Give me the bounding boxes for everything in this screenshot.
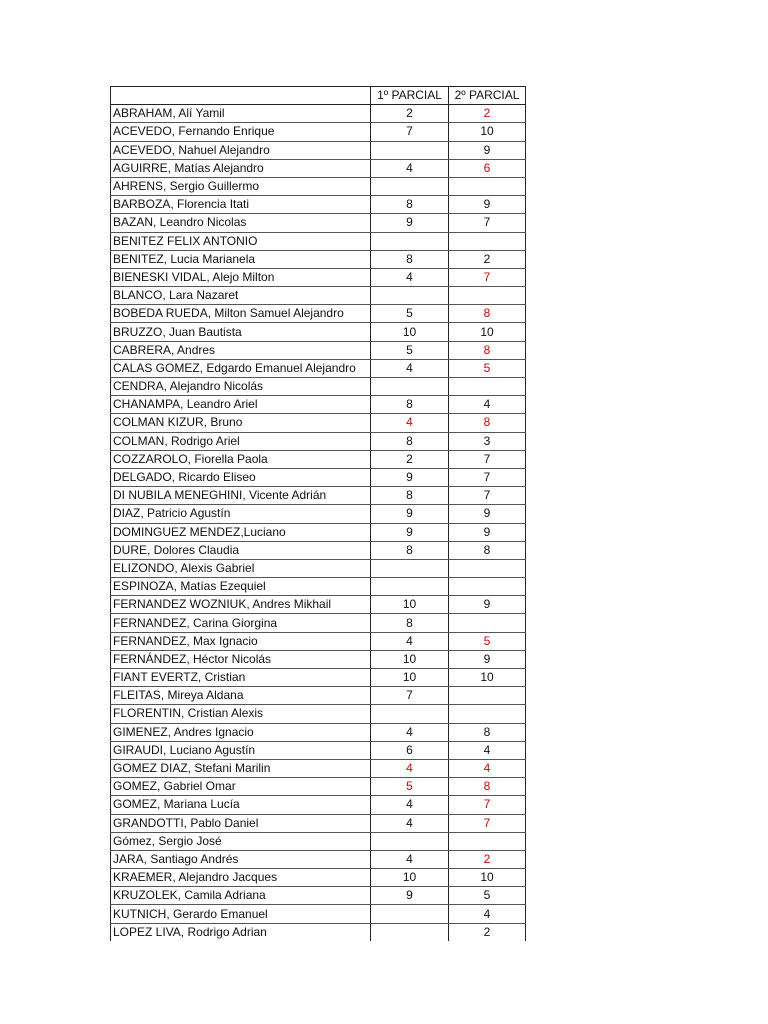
- table-row: [111, 705, 526, 723]
- primer-parcial-cell[interactable]: [371, 559, 449, 577]
- table-row: [111, 305, 526, 323]
- student-name-cell[interactable]: BLANCO, Lara Nazaret: [111, 287, 371, 305]
- student-name-cell[interactable]: ABRAHAM, Alí Yamil: [111, 105, 371, 123]
- segundo-parcial-cell[interactable]: 9: [449, 505, 526, 523]
- primer-parcial-cell[interactable]: [371, 287, 449, 305]
- segundo-parcial-cell[interactable]: 7: [449, 214, 526, 232]
- primer-parcial-cell[interactable]: 4: [371, 359, 449, 377]
- table-row: [111, 487, 526, 505]
- student-name-cell[interactable]: ELIZONDO, Alexis Gabriel: [111, 559, 371, 577]
- table-row: [111, 105, 526, 123]
- student-name-cell[interactable]: FLEITAS, Mireya Aldana: [111, 687, 371, 705]
- table-row: [111, 650, 526, 668]
- primer-parcial-cell[interactable]: 9: [371, 887, 449, 905]
- segundo-parcial-cell[interactable]: 9: [449, 141, 526, 159]
- student-name-cell[interactable]: AGUIRRE, Matías Alejandro: [111, 159, 371, 177]
- segundo-parcial-cell[interactable]: 7: [449, 450, 526, 468]
- student-name-cell[interactable]: LOPEZ LIVA, Rodrigo Adrian: [111, 923, 371, 941]
- table-row: [111, 505, 526, 523]
- segundo-parcial-cell[interactable]: 8: [449, 723, 526, 741]
- table-row: [111, 141, 526, 159]
- table-row: [111, 887, 526, 905]
- primer-parcial-cell[interactable]: 4: [371, 850, 449, 868]
- table-row: [111, 287, 526, 305]
- student-name-cell[interactable]: FERNANDEZ, Carina Giorgina: [111, 614, 371, 632]
- primer-parcial-cell[interactable]: 8: [371, 250, 449, 268]
- student-name-cell[interactable]: GOMEZ, Mariana Lucía: [111, 796, 371, 814]
- primer-parcial-cell[interactable]: 10: [371, 869, 449, 887]
- segundo-parcial-cell[interactable]: 8: [449, 778, 526, 796]
- segundo-parcial-cell[interactable]: 4: [449, 396, 526, 414]
- primer-parcial-cell[interactable]: [371, 705, 449, 723]
- student-name-cell[interactable]: CENDRA, Alejandro Nicolás: [111, 378, 371, 396]
- table-row: [111, 614, 526, 632]
- student-name-cell[interactable]: GRANDOTTI, Pablo Daniel: [111, 814, 371, 832]
- student-name-cell[interactable]: JARA, Santiago Andrés: [111, 850, 371, 868]
- segundo-parcial-cell[interactable]: [449, 614, 526, 632]
- segundo-parcial-cell[interactable]: 7: [449, 468, 526, 486]
- primer-parcial-cell[interactable]: 4: [371, 159, 449, 177]
- student-name-cell[interactable]: KUTNICH, Gerardo Emanuel: [111, 905, 371, 923]
- student-name-cell[interactable]: CALAS GOMEZ, Edgardo Emanuel Alejandro: [111, 359, 371, 377]
- student-name-cell[interactable]: Gómez, Sergio José: [111, 832, 371, 850]
- segundo-parcial-cell[interactable]: 2: [449, 250, 526, 268]
- primer-parcial-cell[interactable]: [371, 832, 449, 850]
- segundo-parcial-cell[interactable]: 2: [449, 105, 526, 123]
- table-row: [111, 250, 526, 268]
- student-name-cell[interactable]: DIAZ, Patricio Agustín: [111, 505, 371, 523]
- student-name-cell[interactable]: DI NUBILA MENEGHINI, Vicente Adrián: [111, 487, 371, 505]
- table-row: [111, 559, 526, 577]
- student-name-cell[interactable]: DELGADO, Ricardo Eliseo: [111, 468, 371, 486]
- primer-parcial-cell[interactable]: [371, 232, 449, 250]
- header-primer-parcial[interactable]: 1º PARCIAL: [371, 87, 449, 105]
- segundo-parcial-cell[interactable]: [449, 832, 526, 850]
- table-row: [111, 687, 526, 705]
- segundo-parcial-cell[interactable]: 8: [449, 305, 526, 323]
- header-name[interactable]: [111, 87, 371, 105]
- student-name-cell[interactable]: ACEVEDO, Fernando Enrique: [111, 123, 371, 141]
- segundo-parcial-cell[interactable]: [449, 687, 526, 705]
- table-row: [111, 905, 526, 923]
- segundo-parcial-cell[interactable]: [449, 232, 526, 250]
- student-name-cell[interactable]: BOBEDA RUEDA, Milton Samuel Alejandro: [111, 305, 371, 323]
- table-row: [111, 359, 526, 377]
- table-row: [111, 159, 526, 177]
- student-name-cell[interactable]: CABRERA, Andres: [111, 341, 371, 359]
- table-row: [111, 850, 526, 868]
- student-name-cell[interactable]: BENITEZ FELIX ANTONIO: [111, 232, 371, 250]
- student-name-cell[interactable]: COLMAN KIZUR, Bruno: [111, 414, 371, 432]
- primer-parcial-cell[interactable]: 9: [371, 523, 449, 541]
- table-row: [111, 396, 526, 414]
- table-row: [111, 432, 526, 450]
- segundo-parcial-cell[interactable]: 4: [449, 905, 526, 923]
- segundo-parcial-cell[interactable]: [449, 378, 526, 396]
- segundo-parcial-cell[interactable]: 10: [449, 869, 526, 887]
- header-segundo-parcial[interactable]: 2º PARCIAL: [449, 87, 526, 105]
- student-name-cell[interactable]: FERNÁNDEZ, Héctor Nicolás: [111, 650, 371, 668]
- primer-parcial-cell[interactable]: 2: [371, 450, 449, 468]
- primer-parcial-cell[interactable]: 4: [371, 796, 449, 814]
- table-body: [111, 105, 526, 941]
- student-name-cell[interactable]: CHANAMPA, Leandro Ariel: [111, 396, 371, 414]
- table-row: [111, 414, 526, 432]
- primer-parcial-cell[interactable]: 10: [371, 650, 449, 668]
- primer-parcial-cell[interactable]: 4: [371, 414, 449, 432]
- primer-parcial-cell[interactable]: 8: [371, 541, 449, 559]
- table-row: [111, 523, 526, 541]
- table-row: [111, 814, 526, 832]
- primer-parcial-cell[interactable]: 5: [371, 305, 449, 323]
- primer-parcial-cell[interactable]: 8: [371, 432, 449, 450]
- primer-parcial-cell[interactable]: 10: [371, 596, 449, 614]
- segundo-parcial-cell[interactable]: 9: [449, 650, 526, 668]
- student-name-cell[interactable]: FERNANDEZ WOZNIUK, Andres Mikhail: [111, 596, 371, 614]
- table-row: [111, 123, 526, 141]
- primer-parcial-cell[interactable]: 4: [371, 759, 449, 777]
- table-row: [111, 323, 526, 341]
- segundo-parcial-cell[interactable]: 5: [449, 887, 526, 905]
- grades-table: [110, 86, 526, 941]
- primer-parcial-cell[interactable]: 5: [371, 778, 449, 796]
- primer-parcial-cell[interactable]: [371, 923, 449, 941]
- student-name-cell[interactable]: GOMEZ DIAZ, Stefani Marilin: [111, 759, 371, 777]
- table-row: [111, 923, 526, 941]
- segundo-parcial-cell[interactable]: [449, 578, 526, 596]
- table-row: [111, 177, 526, 195]
- student-name-cell[interactable]: FERNANDEZ, Max Ignacio: [111, 632, 371, 650]
- table-row: [111, 341, 526, 359]
- primer-parcial-cell[interactable]: [371, 378, 449, 396]
- table-row: [111, 578, 526, 596]
- table-row: [111, 450, 526, 468]
- student-name-cell[interactable]: FLORENTIN, Cristian Alexis: [111, 705, 371, 723]
- table-row: [111, 796, 526, 814]
- table-row: [111, 632, 526, 650]
- table-row: [111, 214, 526, 232]
- segundo-parcial-cell[interactable]: 5: [449, 359, 526, 377]
- primer-parcial-cell[interactable]: 2: [371, 105, 449, 123]
- student-name-cell[interactable]: BARBOZA, Florencia Itati: [111, 196, 371, 214]
- segundo-parcial-cell[interactable]: 4: [449, 741, 526, 759]
- segundo-parcial-cell[interactable]: 7: [449, 268, 526, 286]
- table-row: [111, 541, 526, 559]
- table-row: [111, 378, 526, 396]
- segundo-parcial-cell[interactable]: [449, 287, 526, 305]
- segundo-parcial-cell[interactable]: 3: [449, 432, 526, 450]
- primer-parcial-cell[interactable]: 8: [371, 487, 449, 505]
- segundo-parcial-cell[interactable]: 6: [449, 159, 526, 177]
- segundo-parcial-cell[interactable]: 10: [449, 323, 526, 341]
- primer-parcial-cell[interactable]: 7: [371, 123, 449, 141]
- primer-parcial-cell[interactable]: 9: [371, 214, 449, 232]
- primer-parcial-cell[interactable]: 4: [371, 632, 449, 650]
- segundo-parcial-cell[interactable]: 8: [449, 541, 526, 559]
- table-row: [111, 723, 526, 741]
- primer-parcial-cell[interactable]: [371, 141, 449, 159]
- student-name-cell[interactable]: ACEVEDO, Nahuel Alejandro: [111, 141, 371, 159]
- table-row: [111, 741, 526, 759]
- segundo-parcial-cell[interactable]: 8: [449, 341, 526, 359]
- student-name-cell[interactable]: AHRENS, Sergio Guillermo: [111, 177, 371, 195]
- primer-parcial-cell[interactable]: 7: [371, 687, 449, 705]
- table-row: [111, 869, 526, 887]
- segundo-parcial-cell[interactable]: 9: [449, 196, 526, 214]
- student-name-cell[interactable]: COZZAROLO, Fiorella Paola: [111, 450, 371, 468]
- table-row: [111, 669, 526, 687]
- segundo-parcial-cell[interactable]: 10: [449, 669, 526, 687]
- segundo-parcial-cell[interactable]: 9: [449, 596, 526, 614]
- student-name-cell[interactable]: GIMENEZ, Andres Ignacio: [111, 723, 371, 741]
- student-name-cell[interactable]: BRUZZO, Juan Bautista: [111, 323, 371, 341]
- segundo-parcial-cell[interactable]: 9: [449, 523, 526, 541]
- primer-parcial-cell[interactable]: 10: [371, 323, 449, 341]
- primer-parcial-cell[interactable]: 5: [371, 341, 449, 359]
- student-name-cell[interactable]: GOMEZ, Gabriel Omar: [111, 778, 371, 796]
- segundo-parcial-cell[interactable]: [449, 705, 526, 723]
- segundo-parcial-cell[interactable]: 7: [449, 487, 526, 505]
- segundo-parcial-cell[interactable]: [449, 559, 526, 577]
- segundo-parcial-cell[interactable]: 2: [449, 850, 526, 868]
- student-name-cell[interactable]: ESPINOZA, Matías Ezequiel: [111, 578, 371, 596]
- segundo-parcial-cell[interactable]: 5: [449, 632, 526, 650]
- segundo-parcial-cell[interactable]: 2: [449, 923, 526, 941]
- student-name-cell[interactable]: DOMINGUEZ MENDEZ,Luciano: [111, 523, 371, 541]
- student-name-cell[interactable]: BENITEZ, Lucia Marianela: [111, 250, 371, 268]
- primer-parcial-cell[interactable]: 4: [371, 268, 449, 286]
- student-name-cell[interactable]: BIENESKI VIDAL, Alejo Milton: [111, 268, 371, 286]
- student-name-cell[interactable]: GIRAUDI, Luciano Agustín: [111, 741, 371, 759]
- primer-parcial-cell[interactable]: 6: [371, 741, 449, 759]
- table-row: [111, 778, 526, 796]
- table-row: [111, 759, 526, 777]
- primer-parcial-cell[interactable]: 8: [371, 396, 449, 414]
- student-name-cell[interactable]: KRUZOLEK, Camila Adriana: [111, 887, 371, 905]
- student-name-cell[interactable]: DURE, Dolores Claudia: [111, 541, 371, 559]
- student-name-cell[interactable]: BAZAN, Leandro Nicolas: [111, 214, 371, 232]
- student-name-cell[interactable]: COLMAN, Rodrigo Ariel: [111, 432, 371, 450]
- primer-parcial-cell[interactable]: 4: [371, 814, 449, 832]
- segundo-parcial-cell[interactable]: 10: [449, 123, 526, 141]
- table-row: [111, 232, 526, 250]
- student-name-cell[interactable]: KRAEMER, Alejandro Jacques: [111, 869, 371, 887]
- primer-parcial-cell[interactable]: 8: [371, 614, 449, 632]
- primer-parcial-cell[interactable]: 9: [371, 468, 449, 486]
- table-row: [111, 268, 526, 286]
- header-row: [111, 87, 526, 105]
- student-name-cell[interactable]: FIANT EVERTZ, Cristian: [111, 669, 371, 687]
- primer-parcial-cell[interactable]: [371, 177, 449, 195]
- primer-parcial-cell[interactable]: 4: [371, 723, 449, 741]
- table-row: [111, 596, 526, 614]
- primer-parcial-cell[interactable]: 9: [371, 505, 449, 523]
- table-row: [111, 196, 526, 214]
- segundo-parcial-cell[interactable]: 7: [449, 814, 526, 832]
- segundo-parcial-cell[interactable]: [449, 177, 526, 195]
- primer-parcial-cell[interactable]: [371, 905, 449, 923]
- primer-parcial-cell[interactable]: 10: [371, 669, 449, 687]
- segundo-parcial-cell[interactable]: 4: [449, 759, 526, 777]
- segundo-parcial-cell[interactable]: 7: [449, 796, 526, 814]
- primer-parcial-cell[interactable]: 8: [371, 196, 449, 214]
- table-row: [111, 832, 526, 850]
- table-row: [111, 468, 526, 486]
- primer-parcial-cell[interactable]: [371, 578, 449, 596]
- segundo-parcial-cell[interactable]: 8: [449, 414, 526, 432]
